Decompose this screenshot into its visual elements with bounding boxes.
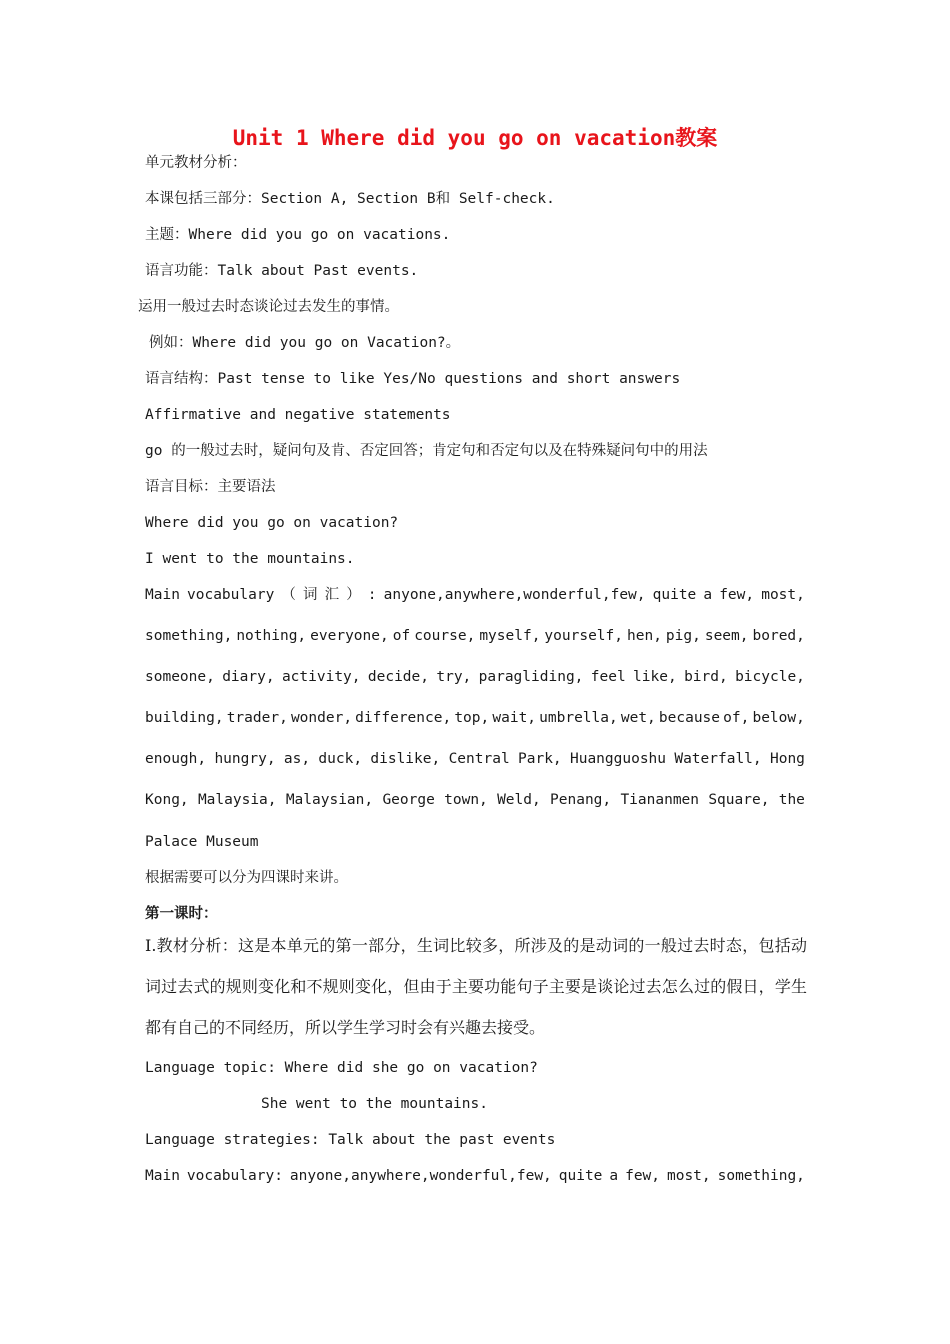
vocabulary-row	[145, 585, 805, 605]
vocabulary-word: decide,	[367, 669, 429, 685]
vocabulary-word: :	[367, 587, 377, 603]
vocabulary-word: anyone,anywhere,wonderful,few,	[289, 1168, 552, 1184]
vocabulary-row	[145, 667, 805, 687]
text-line: 本课包括三部分：Section A, Section B和 Self-check.	[145, 191, 555, 207]
text-line: Language strategies: Talk about the past events	[145, 1132, 556, 1148]
vocabulary-word: 汇	[324, 587, 340, 603]
vocabulary-word: of	[392, 628, 411, 644]
vocabulary-word: most,	[761, 587, 805, 603]
vocabulary-word: course,	[414, 628, 476, 644]
vocabulary-word: nothing,	[236, 628, 307, 644]
vocabulary-word: （	[281, 587, 296, 603]
vocabulary-word: bored,	[752, 628, 805, 644]
vocabulary-word: feel	[590, 669, 626, 685]
text-line: 例如：Where did you go on Vacation?。	[149, 335, 461, 351]
text-line: Language topic: Where did she go on vacation?	[145, 1060, 538, 1076]
vocabulary-word: a	[703, 587, 713, 603]
vocabulary-word: dislike,	[370, 751, 441, 767]
text-line: 语言结构：Past tense to like Yes/No questions and short answers	[145, 371, 681, 387]
text-line: 语言功能：Talk about Past events.	[145, 263, 419, 279]
vocabulary-word: bird,	[684, 669, 728, 685]
vocabulary-word: quite	[652, 587, 697, 603]
vocabulary-word: like,	[633, 669, 677, 685]
vocabulary-word: vocabulary:	[186, 1168, 283, 1184]
vocabulary-word: Penang,	[550, 792, 612, 808]
vocabulary-word: someone,	[145, 669, 215, 685]
document-title: Unit 1 Where did you go on vacation教案	[232, 126, 718, 150]
vocabulary-word: wait,	[492, 710, 537, 726]
vocabulary-word: Malaysian,	[285, 792, 374, 808]
vocabulary-word: umbrella,	[539, 710, 618, 726]
text-line: She went to the mountains.	[261, 1096, 488, 1112]
vocabulary-word: vocabulary	[187, 587, 275, 603]
vocabulary-word: bicycle,	[735, 669, 805, 685]
lesson-heading: 第一课时：	[145, 905, 218, 922]
vocabulary-word: Central	[448, 751, 510, 767]
vocabulary-word: Park,	[518, 751, 562, 767]
vocabulary-word: difference,	[355, 710, 452, 726]
vocabulary-word: Weld,	[497, 792, 541, 808]
vocabulary-word: quite	[558, 1168, 603, 1184]
vocabulary-word: because	[658, 710, 721, 726]
vocabulary-word: as,	[283, 751, 311, 767]
vocabulary-row	[145, 626, 805, 646]
vocabulary-word: few,	[625, 1168, 661, 1184]
vocabulary-word: building,	[145, 710, 224, 726]
vocabulary-word: Tiananmen	[620, 792, 700, 808]
vocabulary-word: below,	[752, 710, 805, 726]
vocabulary-word: a	[609, 1168, 619, 1184]
text-line: 运用一般过去时态谈论过去发生的事情。	[138, 299, 399, 315]
vocabulary-word: Hong	[769, 751, 805, 767]
text-line: 语言目标：主要语法	[145, 479, 276, 495]
vocabulary-word: Malaysia,	[197, 792, 277, 808]
vocabulary-word: Main	[145, 1168, 180, 1184]
vocabulary-word: 词	[303, 587, 318, 603]
vocabulary-word: Main	[145, 587, 180, 603]
vocabulary-word: Waterfall,	[674, 751, 762, 767]
vocabulary-row	[145, 790, 805, 810]
vocabulary-word: try,	[436, 669, 472, 685]
vocabulary-word: Kong,	[145, 792, 189, 808]
text-line: 根据需要可以分为四课时来讲。	[145, 870, 348, 886]
vocabulary-word: Square,	[708, 792, 770, 808]
text-line: go 的一般过去时，疑问句及肯、否定回答；肯定句和否定句以及在特殊疑问句中的用法	[145, 443, 708, 459]
vocabulary-word: paragliding,	[478, 669, 584, 685]
vocabulary-row	[145, 749, 805, 769]
text-line: 主题：Where did you go on vacations.	[145, 227, 451, 243]
vocabulary-word: most,	[666, 1168, 711, 1184]
vocabulary-word: yourself,	[544, 628, 623, 644]
vocabulary-word: Huangguoshu	[569, 751, 667, 767]
vocabulary-word: something,	[717, 1168, 805, 1184]
text-line: Palace Museum	[145, 834, 259, 850]
vocabulary-line	[145, 1166, 805, 1186]
vocabulary-word: few,	[719, 587, 755, 603]
vocabulary-word: town,	[444, 792, 488, 808]
vocabulary-word: pig,	[665, 628, 701, 644]
vocabulary-word: seem,	[704, 628, 749, 644]
vocabulary-word: the	[778, 792, 805, 808]
vocabulary-word: George	[382, 792, 435, 808]
vocabulary-word: enough,	[145, 751, 207, 767]
vocabulary-word: wonder,	[290, 710, 353, 726]
vocabulary-word: ）	[346, 587, 361, 603]
vocabulary-word: duck,	[318, 751, 363, 767]
text-line: Affirmative and negative statements	[145, 407, 451, 423]
vocabulary-word: wet,	[620, 710, 656, 726]
vocabulary-word: activity,	[281, 669, 361, 685]
text-line: 单元教材分析：	[145, 155, 247, 171]
lesson-analysis-paragraph: I.教材分析：这是本单元的第一部分，生词比较多，所涉及的是动词的一般过去时态，包括动词过去式的规则变化和不规则变化，但由于主要功能句子主要是谈论过去怎么过的假日，学生都有自己的不同经历，所以学生学习时会有兴趣去接受。	[145, 936, 807, 1037]
vocabulary-word: myself,	[479, 628, 541, 644]
text-line: I went to the mountains.	[145, 551, 355, 567]
vocabulary-word: of,	[723, 710, 750, 726]
vocabulary-row	[145, 708, 805, 728]
vocabulary-word: diary,	[222, 669, 275, 685]
vocabulary-word: everyone,	[310, 628, 389, 644]
vocabulary-word: something,	[145, 628, 233, 644]
vocabulary-word: hen,	[627, 628, 662, 644]
vocabulary-word: top,	[454, 710, 490, 726]
vocabulary-word: trader,	[226, 710, 288, 726]
text-line: Where did you go on vacation?	[145, 515, 399, 531]
vocabulary-word: hungry,	[214, 751, 276, 767]
vocabulary-word: anyone,anywhere,wonderful,few,	[383, 587, 646, 603]
